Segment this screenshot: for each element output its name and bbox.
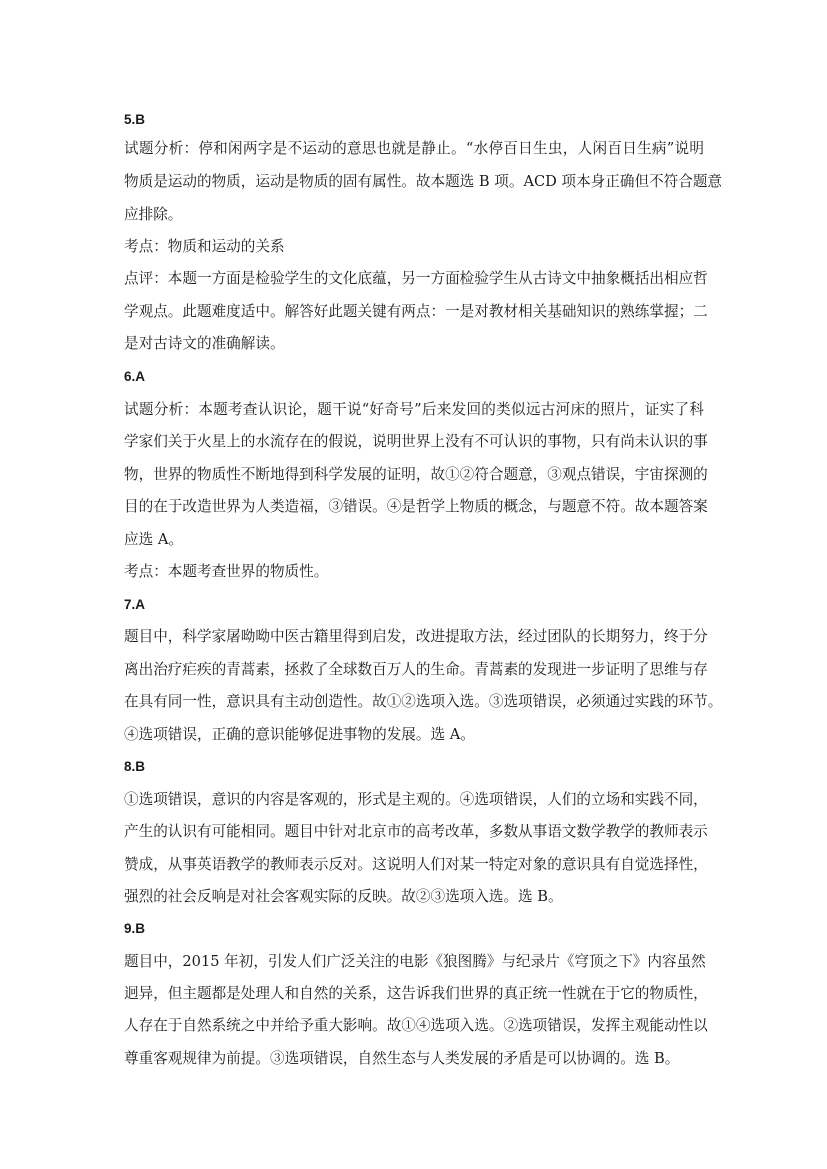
paragraph-line: 物质是运动的物质，运动是物质的固有属性。故本题选 B 项。ACD 项本身正确但不符合题意	[124, 173, 723, 190]
question-number: 9.B	[124, 921, 146, 936]
question-number: 7.A	[124, 597, 146, 612]
paragraph-line: 物，世界的物质性不断地得到科学发展的证明，故①②符合题意，③观点错误，宇宙探测的	[124, 466, 708, 483]
paragraph-line: 赞成，从事英语教学的教师表示反对。这说明人们对某一特定对象的意识具有自觉选择性，	[124, 856, 708, 873]
paragraph-line: 是对古诗文的准确解读。	[124, 335, 285, 352]
paragraph-line: 尊重客观规律为前提。③选项错误，自然生态与人类发展的矛盾是可以协调的。选 B。	[124, 1050, 680, 1067]
paragraph-line: 迥异，但主题都是处理人和自然的关系，这告诉我们世界的真正统一性就在于它的物质性，	[124, 985, 708, 1002]
paragraph-line: 产生的认识有可能相同。题目中针对北京市的高考改革，多数从事语文数学教学的教师表示	[124, 823, 708, 840]
paragraph-line: ①选项错误，意识的内容是客观的，形式是主观的。④选项错误，人们的立场和实践不同，	[124, 791, 708, 808]
paragraph-line: 点评：本题一方面是检验学生的文化底蕴，另一方面检验学生从古诗文中抽象概括出相应哲	[124, 270, 708, 287]
paragraph-line: 应选 A。	[124, 531, 183, 548]
paragraph-line: ④选项错误，正确的意识能够促进事物的发展。选 A。	[124, 726, 475, 743]
paragraph-line: 题目中，2015 年初，引发人们广泛关注的电影《狼图腾》与纪录片《穹顶之下》内容虽然	[124, 953, 706, 970]
paragraph-line: 学观点。此题难度适中。解答好此题关键有两点：一是对教材相关基础知识的熟练掌握；二	[124, 303, 708, 320]
paragraph-line: 人存在于自然系统之中并给予重大影响。故①④选项入选。②选项错误，发挥主观能动性以	[124, 1017, 708, 1034]
paragraph-line: 在具有同一性，意识具有主动创造性。故①②选项入选。③选项错误，必须通过实践的环节。	[124, 693, 723, 710]
paragraph-line: 试题分析：本题考查认识论，题干说“好奇号”后来发回的类似远古河床的照片，证实了科	[124, 401, 704, 418]
paragraph-line: 试题分析：停和闲两字是不运动的意思也就是静止。“水停百日生虫，人闲百日生病”说明	[124, 140, 704, 157]
paragraph-line: 学家们关于火星上的水流存在的假说，说明世界上没有不可认识的事物，只有尚未认识的事	[124, 433, 708, 450]
paragraph-line: 离出治疗疟疾的青蒿素，拯救了全球数百万人的生命。青蒿素的发现进一步证明了思维与存	[124, 661, 708, 678]
question-number: 5.B	[124, 112, 146, 127]
paragraph-line: 考点：物质和运动的关系	[124, 238, 285, 255]
paragraph-line: 题目中，科学家屠呦呦中医古籍里得到启发，改进提取方法，经过团队的长期努力，终于分	[124, 628, 708, 645]
question-number: 8.B	[124, 759, 146, 774]
paragraph-line: 目的在于改造世界为人类造福，③错误。④是哲学上物质的概念，与题意不符。故本题答案	[124, 498, 708, 515]
question-number: 6.A	[124, 369, 146, 384]
paragraph-line: 考点：本题考查世界的物质性。	[124, 563, 329, 580]
paragraph-line: 应排除。	[124, 206, 183, 223]
paragraph-line: 强烈的社会反响是对社会客观实际的反映。故②③选项入选。选 B。	[124, 888, 563, 905]
